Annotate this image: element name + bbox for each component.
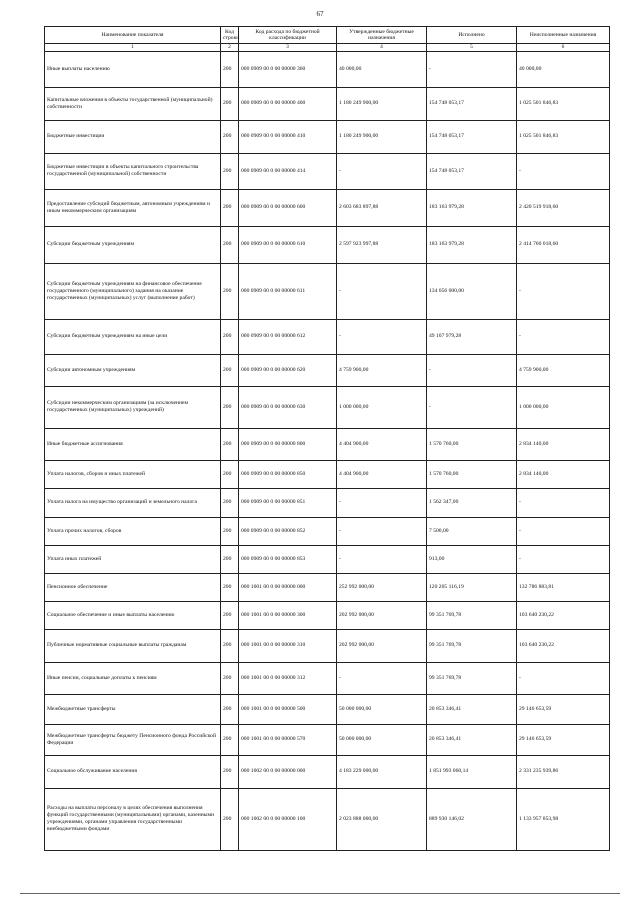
row-executed: - <box>427 354 517 386</box>
row-approved: 2 603 683 897,88 <box>337 189 427 226</box>
row-class-code: 000 0909 00 0 00 00000 852 <box>239 517 337 545</box>
column-number: 3 <box>239 44 337 52</box>
row-line-code: 200 <box>221 51 239 87</box>
budget-execution-table <box>44 26 610 851</box>
row-unexecuted: 4 759 900,00 <box>517 354 610 386</box>
row-name: Расходы на выплаты персоналу в целях обеспечения выполнения функций государственными (муниципальными) органами, казенными учреждениями, органами управления государственными внебюджетными фондами <box>45 788 221 850</box>
row-executed: 49 107 979,28 <box>427 319 517 354</box>
row-name: Субсидии бюджетным учреждениям <box>45 226 221 263</box>
row-line-code: 200 <box>221 263 239 319</box>
table-row <box>45 724 610 755</box>
table-row <box>45 601 610 629</box>
row-line-code: 200 <box>221 87 239 120</box>
row-name: Публичные нормативные социальные выплаты гражданам <box>45 629 221 662</box>
header-name: Наименование показателя <box>45 27 221 44</box>
header-line-code: Код строки <box>221 27 239 44</box>
row-executed: 154 748 053,17 <box>427 120 517 153</box>
row-executed: 154 748 053,17 <box>427 87 517 120</box>
row-unexecuted: - <box>517 488 610 517</box>
row-name: Уплата иных платежей <box>45 545 221 573</box>
row-line-code: 200 <box>221 120 239 153</box>
table-row <box>45 354 610 386</box>
row-name: Межбюджетные трансферты <box>45 694 221 724</box>
row-line-code: 200 <box>221 153 239 189</box>
row-executed: 1 570 760,00 <box>427 460 517 488</box>
row-name: Межбюджетные трансферты бюджету Пенсионного фонда Российской Федерации <box>45 724 221 755</box>
row-class-code: 000 0909 00 0 00 00000 410 <box>239 120 337 153</box>
table-row <box>45 788 610 850</box>
row-name: Субсидии автономным учреждениям <box>45 354 221 386</box>
row-executed: 99 351 769,78 <box>427 629 517 662</box>
column-number: 6 <box>517 44 610 52</box>
row-unexecuted: 40 000,00 <box>517 51 610 87</box>
row-executed: 1 851 993 060,14 <box>427 755 517 788</box>
row-approved: - <box>337 263 427 319</box>
row-class-code: 000 0909 00 0 00 00000 600 <box>239 189 337 226</box>
row-approved: 50 000 000,00 <box>337 694 427 724</box>
row-name: Уплата прочих налогов, сборов <box>45 517 221 545</box>
row-line-code: 200 <box>221 601 239 629</box>
row-unexecuted: - <box>517 153 610 189</box>
page-number: 67 <box>316 10 324 18</box>
row-executed: 120 205 116,19 <box>427 573 517 601</box>
header-approved: Утвержденные бюджетные назначения <box>337 27 427 44</box>
row-executed: - <box>427 386 517 428</box>
row-class-code: 000 1001 00 0 00 00000 300 <box>239 601 337 629</box>
row-class-code: 000 1002 00 0 00 00000 100 <box>239 788 337 850</box>
row-class-code: 000 0909 00 0 00 00000 630 <box>239 386 337 428</box>
row-line-code: 200 <box>221 226 239 263</box>
column-number-row <box>45 44 610 52</box>
row-name: Субсидии бюджетным учреждениям на финансовое обеспечение государственного (муниципального) задания на оказание государственных (муниципальных) услуг (выполнение работ) <box>45 263 221 319</box>
row-executed: 7 500,00 <box>427 517 517 545</box>
row-unexecuted: 1 025 501 846,83 <box>517 87 610 120</box>
row-class-code: 000 1001 00 0 00 00000 310 <box>239 629 337 662</box>
table-row <box>45 386 610 428</box>
row-line-code: 200 <box>221 488 239 517</box>
row-unexecuted: 1 000 000,00 <box>517 386 610 428</box>
row-name: Пенсионное обеспечение <box>45 573 221 601</box>
row-executed: 1 570 760,00 <box>427 428 517 460</box>
column-number: 4 <box>337 44 427 52</box>
row-executed: 99 351 769,78 <box>427 662 517 694</box>
row-line-code: 200 <box>221 517 239 545</box>
row-unexecuted: - <box>517 662 610 694</box>
row-unexecuted: 2 834 140,00 <box>517 460 610 488</box>
table-header-row <box>45 27 610 44</box>
row-line-code: 200 <box>221 724 239 755</box>
row-approved: - <box>337 545 427 573</box>
row-line-code: 200 <box>221 189 239 226</box>
table-row <box>45 545 610 573</box>
row-approved: 40 000,00 <box>337 51 427 87</box>
row-unexecuted: - <box>517 545 610 573</box>
row-approved: 2 023 888 000,00 <box>337 788 427 850</box>
row-name: Бюджетные инвестиции <box>45 120 221 153</box>
row-class-code: 000 1001 00 0 00 00000 570 <box>239 724 337 755</box>
row-class-code: 000 1001 00 0 00 00000 312 <box>239 662 337 694</box>
header-class-code: Код расхода по бюджетной классификации <box>239 27 337 44</box>
row-line-code: 200 <box>221 788 239 850</box>
table-row <box>45 226 610 263</box>
column-number: 1 <box>45 44 221 52</box>
table-row <box>45 87 610 120</box>
table-row <box>45 428 610 460</box>
row-unexecuted: 132 786 883,81 <box>517 573 610 601</box>
row-unexecuted: 103 640 230,22 <box>517 629 610 662</box>
row-class-code: 000 0909 00 0 00 00000 400 <box>239 87 337 120</box>
row-approved: - <box>337 153 427 189</box>
column-number: 5 <box>427 44 517 52</box>
row-executed: 1 562 347,00 <box>427 488 517 517</box>
table-row <box>45 629 610 662</box>
row-class-code: 000 0909 00 0 00 00000 612 <box>239 319 337 354</box>
row-line-code: 200 <box>221 354 239 386</box>
row-unexecuted: 103 640 230,22 <box>517 601 610 629</box>
row-name: Предоставление субсидий бюджетным, автономным учреждениям и иным некоммерческим организациям <box>45 189 221 226</box>
row-approved: 1 180 249 900,00 <box>337 120 427 153</box>
header-executed: Исполнено <box>427 27 517 44</box>
row-class-code: 000 1002 00 0 00 00000 000 <box>239 755 337 788</box>
row-approved: 4 404 900,00 <box>337 428 427 460</box>
row-executed: 99 351 769,78 <box>427 601 517 629</box>
row-executed: 183 163 979,28 <box>427 189 517 226</box>
row-class-code: 000 0909 00 0 00 00000 850 <box>239 460 337 488</box>
row-approved: - <box>337 517 427 545</box>
table-row <box>45 460 610 488</box>
row-line-code: 200 <box>221 460 239 488</box>
table-row <box>45 755 610 788</box>
row-executed: 134 056 000,00 <box>427 263 517 319</box>
row-unexecuted: 2 331 235 939,86 <box>517 755 610 788</box>
table-row <box>45 488 610 517</box>
table-row <box>45 153 610 189</box>
row-unexecuted: 1 025 501 846,83 <box>517 120 610 153</box>
row-line-code: 200 <box>221 662 239 694</box>
row-name: Капитальные вложения в объекты государственной (муниципальной) собственности <box>45 87 221 120</box>
row-approved: 252 992 000,00 <box>337 573 427 601</box>
row-approved: 2 597 923 997,88 <box>337 226 427 263</box>
row-class-code: 000 0909 00 0 00 00000 620 <box>239 354 337 386</box>
row-approved: 1 000 000,00 <box>337 386 427 428</box>
row-approved: 50 000 000,00 <box>337 724 427 755</box>
row-unexecuted: 29 146 653,59 <box>517 724 610 755</box>
table-body <box>45 51 610 850</box>
row-unexecuted: 29 146 653,59 <box>517 694 610 724</box>
table-row <box>45 51 610 87</box>
row-unexecuted: 2 834 140,00 <box>517 428 610 460</box>
table-row <box>45 662 610 694</box>
row-class-code: 000 0909 00 0 00 00000 800 <box>239 428 337 460</box>
row-unexecuted: - <box>517 319 610 354</box>
table-row <box>45 120 610 153</box>
row-name: Субсидии некоммерческим организациям (за исключением государственных (муниципальных) учреждений) <box>45 386 221 428</box>
row-line-code: 200 <box>221 428 239 460</box>
row-approved: - <box>337 319 427 354</box>
row-class-code: 000 0909 00 0 00 00000 360 <box>239 51 337 87</box>
row-name: Уплата налогов, сборов и иных платежей <box>45 460 221 488</box>
table-row <box>45 573 610 601</box>
row-name: Социальное обеспечение и иные выплаты населению <box>45 601 221 629</box>
row-line-code: 200 <box>221 629 239 662</box>
row-executed: 889 930 146,02 <box>427 788 517 850</box>
row-class-code: 000 0909 00 0 00 00000 611 <box>239 263 337 319</box>
row-approved: 4 404 900,00 <box>337 460 427 488</box>
row-name: Субсидии бюджетным учреждениям на иные цели <box>45 319 221 354</box>
row-unexecuted: 2 420 519 918,60 <box>517 189 610 226</box>
row-approved: - <box>337 662 427 694</box>
row-class-code: 000 1001 00 0 00 00000 000 <box>239 573 337 601</box>
row-line-code: 200 <box>221 694 239 724</box>
row-unexecuted: - <box>517 263 610 319</box>
row-name: Уплата налога на имущество организаций и земельного налога <box>45 488 221 517</box>
row-unexecuted: 1 133 957 853,98 <box>517 788 610 850</box>
row-name: Иные пенсии, социальные доплаты к пенсиям <box>45 662 221 694</box>
row-executed: 154 748 053,17 <box>427 153 517 189</box>
table-row <box>45 517 610 545</box>
row-name: Социальное обслуживание населения <box>45 755 221 788</box>
table-row <box>45 189 610 226</box>
row-line-code: 200 <box>221 319 239 354</box>
table-row <box>45 263 610 319</box>
table-row <box>45 319 610 354</box>
row-class-code: 000 1001 00 0 00 00000 500 <box>239 694 337 724</box>
column-number: 2 <box>221 44 239 52</box>
row-approved: 4 183 229 000,00 <box>337 755 427 788</box>
row-executed: 183 163 979,28 <box>427 226 517 263</box>
row-unexecuted: 2 414 760 018,60 <box>517 226 610 263</box>
row-name: Иные выплаты населению <box>45 51 221 87</box>
row-line-code: 200 <box>221 755 239 788</box>
header-unexecuted: Неисполненные назначения <box>517 27 610 44</box>
page-bottom-rule <box>20 893 620 894</box>
row-executed: - <box>427 51 517 87</box>
row-unexecuted: - <box>517 517 610 545</box>
row-approved: 202 992 000,00 <box>337 601 427 629</box>
row-class-code: 000 0909 00 0 00 00000 853 <box>239 545 337 573</box>
row-name: Бюджетные инвестиции в объекты капитального строительства государственной (муниципальной) собственности <box>45 153 221 189</box>
row-executed: 20 853 346,41 <box>427 694 517 724</box>
row-class-code: 000 0909 00 0 00 00000 610 <box>239 226 337 263</box>
row-class-code: 000 0909 00 0 00 00000 414 <box>239 153 337 189</box>
row-class-code: 000 0909 00 0 00 00000 851 <box>239 488 337 517</box>
row-approved: - <box>337 488 427 517</box>
row-executed: 913,00 <box>427 545 517 573</box>
row-executed: 20 853 346,41 <box>427 724 517 755</box>
table-row <box>45 694 610 724</box>
row-line-code: 200 <box>221 573 239 601</box>
row-name: Иные бюджетные ассигнования <box>45 428 221 460</box>
row-approved: 4 759 900,00 <box>337 354 427 386</box>
row-approved: 202 992 000,00 <box>337 629 427 662</box>
row-line-code: 200 <box>221 545 239 573</box>
row-line-code: 200 <box>221 386 239 428</box>
row-approved: 1 180 249 900,00 <box>337 87 427 120</box>
